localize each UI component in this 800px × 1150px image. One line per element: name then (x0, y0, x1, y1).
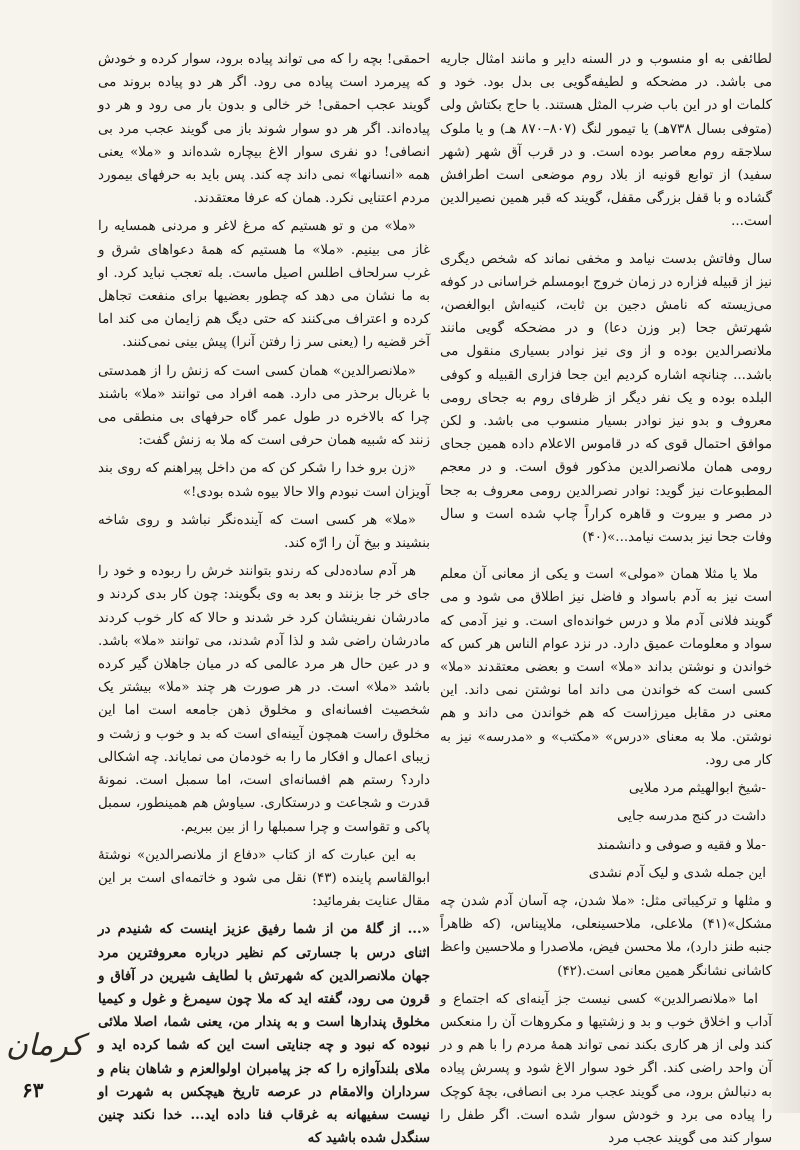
paragraph: هر آدم ساده‌دلی که رندو بتوانند خرش را ربوده و خود را جای خر جا بزنند و بعد به وی بگویند: چون کار بدی کردند و مادرشان نفرینشان کرد خر شدند و حالا که کار خوب کردند مادرشان راضی شد و لذا آدم شدند، می توانند «ملا» باشد. و در عین حال هر مرد عالمی که در میان جاهلان گیر کرده باشد «ملا» است. در هر صورت هر چند «ملا» بیشتر یک شخصیت افسانه‌ای و مخلوق ذهن جامعه است اما این مخلوق راست همچون آیینه‌ای است که بد و خوب و زشت و زیبای اعمال و افکار ما را به خودمان می نمایاند. چه اشکالی دارد؟ رستم هم افسانه‌ای است، اما سمبل است. نمونهٔ قدرت و شجاعت و درستکاری. سیاوش هم همینطور، سمبل پاکی و تقواست و چرا سمبلها را از بین ببریم. (98, 564, 430, 835)
paragraph: و مثلها و ترکیباتی مثل: «ملا شدن، چه آسان آدم شدن چه مشکل»(۴۱) ملاعلی، ملاحسینعلی، ملاپیناس، (که ظاهراً جنبه طنز دارد)، ملا محسن فیض، ملاصدرا و ملاحسین واعظ کاشانی نشانگر همین معانی است.(۴۲) (440, 893, 772, 979)
paragraph: «ملا» هر کسی است که آینده‌نگر نباشد و روی شاخه بنشیند و بیخ آن را ارّه کند. (98, 512, 430, 552)
paragraph: احمقی! بچه را که می تواند پیاده برود، سوار کرده و خودش که پیرمرد است پیاده می رود. اگر هر دو پیاده بروند می گویند عجب احمقی! خر خالی و بدون بار می رود و هر دو پیاده‌اند. اگر هر دو سوار شوند باز می گویند عجب مرد بی انصافی! دو نفری سوار الاغ بیچاره شده‌اند و «ملا» یعنی همه «انسانها» نمی داند چه کند. پس باید به حرفهای بیمورد مردم اعتنایی نکرد. همان که عرفا معتقدند. (98, 52, 430, 207)
page-number: ۶۳ (22, 1078, 44, 1102)
quoted-excerpt: «... از گلهٔ من از شما رفیق عزیز اینست که شنیدم در اثنای درس با جسارتی کم نظیر درباره معروفترین مرد جهان ملانصرالدین که شهرتش با لطایف شیرین در آفاق و قرون می رود، گفته اید که ملا چون سیمرغ و غول و کیمیا مخلوق پندارها است و به پندار من، یعنی شما، اصلا ملائی نبوده که نبود و چه جنایتی است این که شما کرده اید و ملای بلندآوازه را که جز پیامبران اولوالعزم و شاهان بنام و سرداران والامقام در عرصه تاریخ هیچکس به شهرت او نیست سفیهانه به غرقاب فنا داده اید... خدا نکند چنین سنگدل شده باشید که (98, 921, 430, 1147)
left-column (98, 48, 430, 1147)
verse-line: -ملا و فقیه و صوفی و دانشمند (596, 837, 766, 853)
verse-line: -شیخ ابوالهیثم مرد ملایی (628, 781, 766, 797)
paragraph: به این عبارت که از کتاب «دفاع از ملانصرالدین» نوشتهٔ ابوالقاسم پاینده (۴۳) نقل می شود و خاتمه‌ای است بر این مقال عنایت بفرمائید: (98, 847, 430, 910)
paragraph: سال وفاتش بدست نیامد و مخفی نماند که شخص دیگری نیز از قبیله فزاره در زمان خروج ابومسلم خراسانی در کوفه می‌زیسته که نامش دجین بن ثابت، کنیه‌اش ابوالغصن، شهرتش جحا (بر وزن دعا) و در مضحکه گویی مانند ملانصرالدین بوده و از وی نیز نوادر بسیاری منقول می باشد... چنانچه اشاره کردیم این جحا فزاری القبیله و کوفی البلده بوده و یک نفر دیگر از ظرفای روم به جحای رومی معروف و بدو نیز نوادر بسیار منسوب می باشد. و لکن موافق احتمال قوی که در قاموس الاعلام داده همین جحای رومی همان ملانصرالدین مذکور فوق است. و در معجم المطبوعات نیز گوید: نوادر نصرالدین رومی معروف به جحا در مصر و بیروت و قاهره کراراً چاپ شده است و سال وفات جحا نیز بدست نیامد...»(۴۰) (440, 251, 772, 546)
verse-line: این جمله شدی و لیک آدم نشدی (588, 865, 766, 881)
paragraph: «زن برو خدا را شکر کن که من داخل پیراهنم که روی بند آویزان است نبودم والا حالا بیوه شده بودی!» (98, 461, 430, 500)
page-edge-shadow (772, 0, 800, 1113)
paragraph: «ملا» من و تو هستیم که مرغ لاغر و مردنی همسایه را غاز می بینیم. «ملا» ما هستیم که همهٔ دعواهای شرق و غرب سرلحاف اطلس اصیل ماست. بله تعجب نباید کرد. او به ما نشان می دهد که چطور بعضیها برای منفعت تجاهل کرده و اعتراف می‌کنند که حتی دیگ هم زایمان می کند اما آخر قضیه را (یعنی سر زا رفتن آنرا) پیش بینی نمی‌کنند. (98, 219, 430, 351)
paragraph: ملا یا مثلا همان «مولی» است و یکی از معانی آن معلم است نیز به آدم باسواد و فاضل نیز اطلاق می شود و می گویند فلانی آدم ملا و درس خوانده‌ای است. و نیز آدمی که سواد و معلومات عمیق دارد. در نزد عوام الناس هر کس که خواندن و نوشتن بداند «ملا» است و بعضی معتقدند «ملا» کسی است که خواندن می داند اما نوشتن نمی داند. این معنی در مقابل میرزاست که هم خواندن می داند و هم نوشتن. ملا به معنای «درس» «مکتب» و «مدرسه» نیز به کار می رود. (440, 567, 772, 768)
paragraph: لطائفی به او منسوب و در السنه دایر و مانند امثال جاریه می باشد. در مضحکه و لطیفه‌گویی بی بدل بود. خود و کلمات او در این باب ضرب المثل هستند. با حاج بکتاش ولی (متوفی بسال ۷۳۸هـ) یا تیمور لنگ (۸۰۷–۸۷۰ هـ) و یا ملوک سلاجقه روم معاصر بوده است. و در قرب آق شهر (شهر سفید) از توابع قونیه از بلاد روم موضعی است اطرافش گشاده و با قفل بزرگی مقفل، گویند که قبر همین نصیرالدین است... (440, 52, 772, 230)
paragraph: اما «ملانصرالدین» کسی نیست جز آینه‌ای که اجتماع و آداب و اخلاق خوب و بد و زشتیها و مکروهات آن را منعکس کند ولی از هر کاری بکند نمی تواند همهٔ مردم را با هم و در آن واحد راضی کند. اگر خود سوار الاغ شود و پسرش پیاده به دنبالش برود، می گویند عجب مرد بی انصافی، بچهٔ کوچک را پیاده می برد و خودش سوار شده است. اگر طفل را سوار کند می گویند عجب مرد (440, 991, 772, 1146)
right-column (440, 48, 772, 1146)
verse-line: داشت در کنج مدرسه جایی (617, 809, 766, 825)
magazine-logo: کرمان (6, 1028, 85, 1063)
paragraph: «ملانصرالدین» همان کسی است که زنش را از همدستی با غربال برحذر می دارد. همه افراد می توانند «ملا» باشند چرا که بالاخره در طول عمر گاه حرفهای بی منطقی می زنند که شبیه همان حرفی است که ملا به زنش گفت: (98, 363, 430, 449)
